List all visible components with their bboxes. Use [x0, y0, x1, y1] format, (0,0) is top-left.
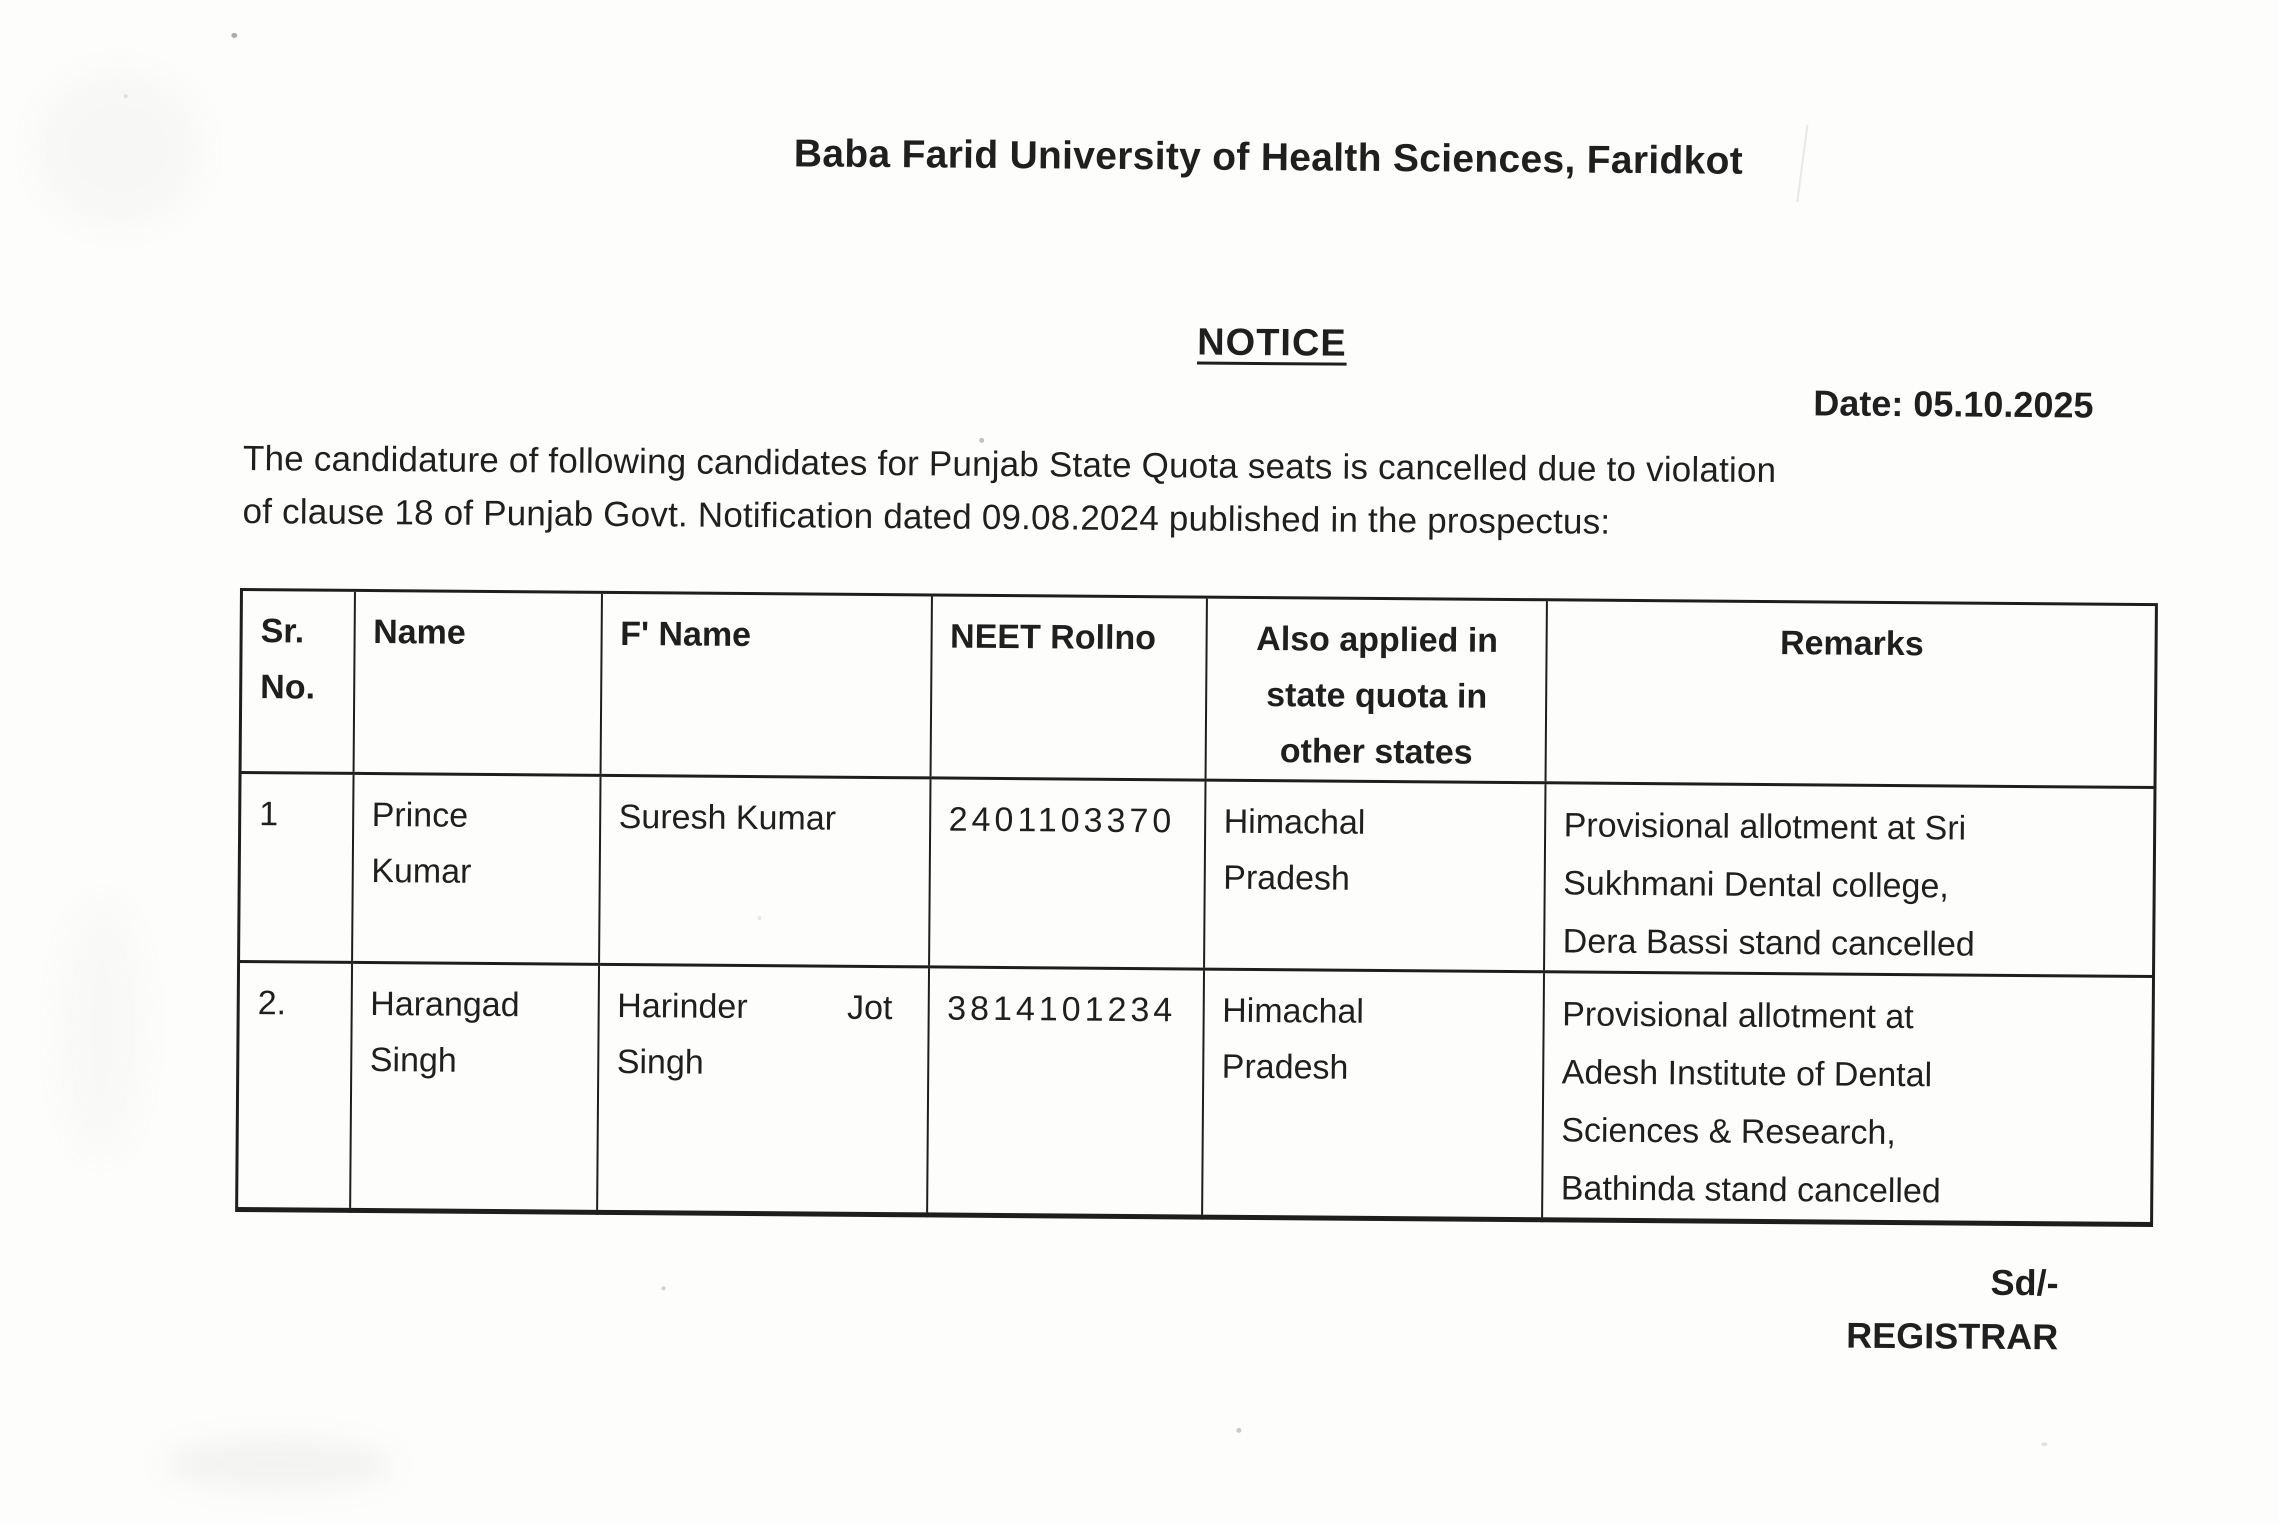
- cell-remarks: Provisional allotment at Sri Sukhmani Dental college, Dera Bassi stand cancelled: [1544, 783, 2155, 977]
- cell-sr: 2.: [237, 962, 352, 1211]
- scan-smudge: [33, 68, 204, 229]
- notice-heading-text: NOTICE: [1197, 321, 1347, 365]
- header-name: Name: [353, 590, 601, 775]
- cell-neet-rollno: 2401103370: [929, 778, 1205, 969]
- header-remarks: Remarks: [1545, 600, 2156, 788]
- notice-body: [242, 432, 2163, 553]
- header-sr-no: Sr. No.: [240, 590, 354, 774]
- signature-block: [1694, 1253, 2059, 1364]
- scan-speck: [1236, 1428, 1241, 1433]
- body-line-2: of clause 18 of Punjab Govt. Notification dated 09.08.2024 published in the prospectus:: [242, 492, 1611, 542]
- body-line-1: The candidature of following candidates for Punjab State Quota seats is cancelled due to violation: [242, 439, 1777, 491]
- table-header-row: [240, 590, 2156, 788]
- cell-f-name: Harinder Jot Singh: [597, 964, 929, 1215]
- table-row: [239, 773, 2155, 977]
- signature-sd: Sd/-: [1990, 1261, 2059, 1304]
- signature-designation: REGISTRAR: [1846, 1314, 2059, 1358]
- cell-remarks: Provisional allotment at Adesh Institute of Dental Sciences & Research, Bathinda stand cancelled: [1542, 972, 2154, 1225]
- scan-speck: [2041, 1442, 2047, 1446]
- cell-f-name: Suresh Kumar: [599, 775, 930, 967]
- scan-speck: [231, 33, 237, 38]
- scan-speck: [757, 916, 761, 920]
- cell-name: Prince Kumar: [352, 773, 600, 964]
- notice-date: Date: 05.10.2025: [1813, 382, 2094, 426]
- page-title: Baba Farid University of Health Sciences, Faridkot: [793, 132, 1744, 183]
- table-row: [237, 962, 2154, 1225]
- notice-heading: [402, 315, 2142, 372]
- cell-other-state: Himachal Pradesh: [1204, 780, 1545, 972]
- cell-sr: 1: [239, 773, 353, 963]
- cell-other-state: Himachal Pradesh: [1202, 969, 1544, 1220]
- header-also-applied: Also applied in state quota in other states: [1205, 597, 1546, 783]
- scan-smudge: [163, 1437, 393, 1491]
- cell-name: Harangad Singh: [350, 962, 599, 1212]
- scan-speck: [979, 438, 984, 443]
- header-neet-rollno: NEET Rollno: [930, 595, 1206, 780]
- header-f-name: F' Name: [600, 592, 931, 778]
- cell-neet-rollno: 3814101234: [927, 967, 1204, 1217]
- scan-smudge: [56, 899, 148, 1160]
- scan-speck: [661, 1286, 665, 1290]
- cancelled-candidates-table: [235, 588, 2158, 1227]
